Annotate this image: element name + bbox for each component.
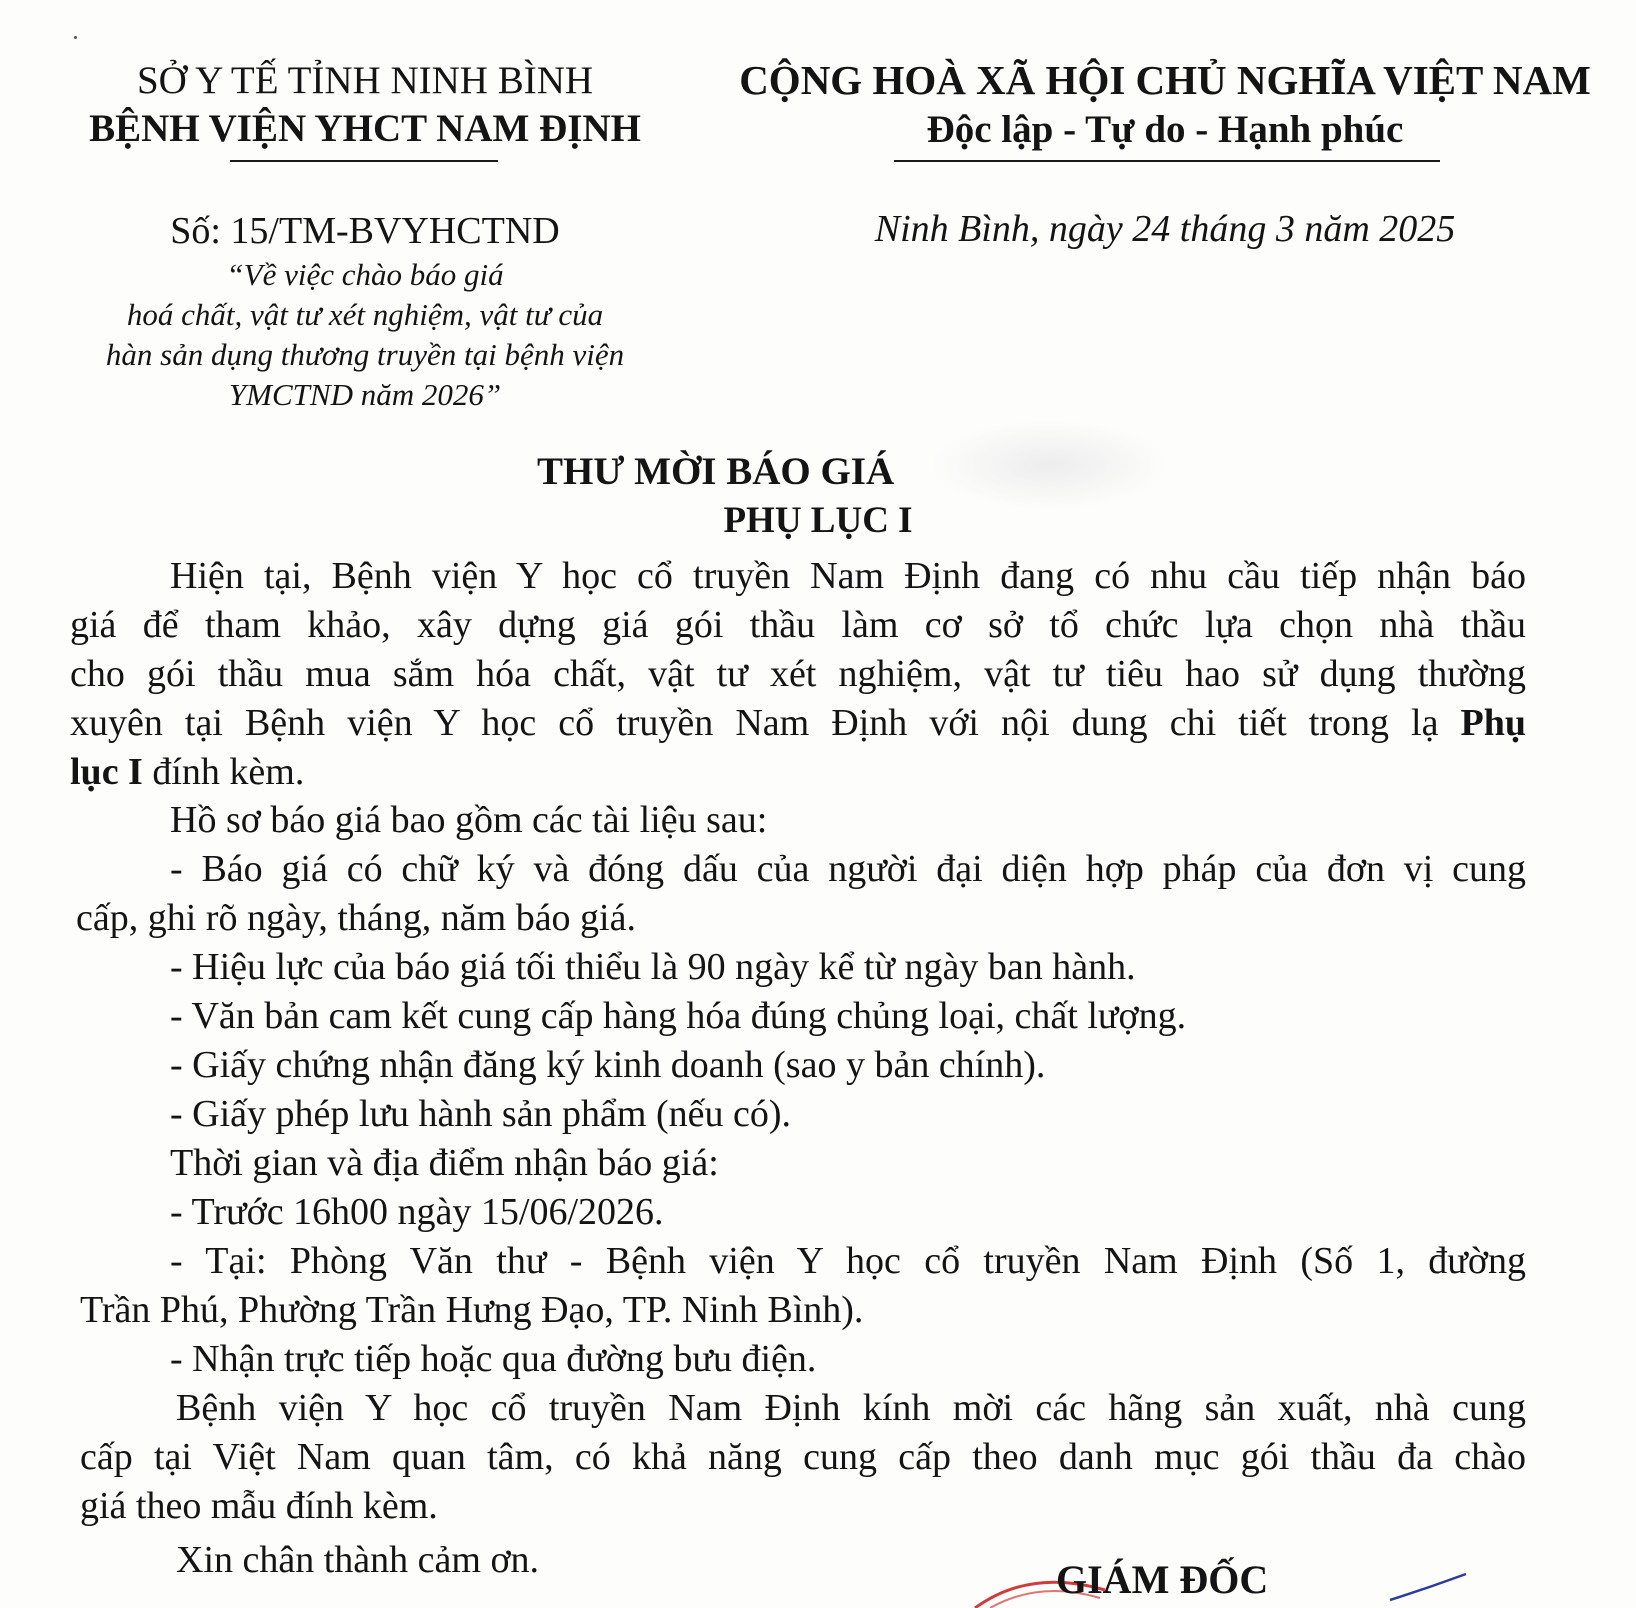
subject-line-3: hàn sản dụng thương truyền tại bệnh viện [105,337,625,372]
invite-line-3: giá theo mẫu đính kèm. [80,1485,438,1527]
document-number: Số: 15/TM-BVYHCTND [170,210,560,252]
docs-heading: Hồ sơ báo giá bao gồm các tài liệu sau: [170,799,768,841]
motto-underline [894,160,1440,162]
dept-name: SỞ Y TẾ TỈNH NINH BÌNH [136,59,594,102]
hospital-name: BỆNH VIỆN YHCT NAM ĐỊNH [89,107,641,150]
motto: Độc lập - Tự do - Hạnh phúc [926,108,1404,151]
time-item-2-cont: Trần Phú, Phường Trần Hưng Đạo, TP. Ninh Bình). [80,1289,864,1331]
appendix-ref-2: lục I [70,751,143,793]
place-date: Ninh Bình, ngày 24 tháng 3 năm 2025 [874,208,1456,250]
intro-line-5-text: đính kèm. [152,751,305,793]
pen-stroke [1388,1570,1468,1602]
thanks: Xin chân thành cảm ơn. [176,1539,540,1581]
subject-line-1: “Về việc chào báo giá [226,257,504,292]
invite-line-1: Bệnh viện Y học cổ truyền Nam Định kính mời các hãng sản xuất, nhà cung [176,1387,1526,1429]
intro-line-3: cho gói thầu mua sắm hóa chất, vật tư xét nghiệm, vật tư tiêu hao sử dụng thường [70,653,1526,695]
time-item-3: - Nhận trực tiếp hoặc qua đường bưu điện. [170,1338,817,1380]
invite-line-2: cấp tại Việt Nam quan tâm, có khả năng cung cấp theo danh mục gói thầu đa chào [80,1436,1526,1478]
docs-item-5: - Giấy phép lưu hành sản phẩm (nếu có). [170,1093,792,1135]
docs-item-3: - Văn bản cam kết cung cấp hàng hóa đúng chủng loại, chất lượng. [170,995,1187,1037]
time-item-1: - Trước 16h00 ngày 15/06/2026. [170,1191,664,1233]
smudge [930,420,1170,510]
intro-line-4-text: xuyên tại Bệnh viện Y học cổ truyền Nam Định với nội dung chi tiết trong lạ [70,702,1439,744]
intro-line-2: giá để tham khảo, xây dựng giá gói thầu làm cơ sở tổ chức lựa chọn nhà thầu [70,604,1526,646]
subject-line-4: YMCTND năm 2026” [228,377,502,412]
docs-item-1: - Báo giá có chữ ký và đóng dấu của người đại diện hợp pháp của đơn vị cung [170,848,1526,890]
appendix-ref-1: Phụ [1460,702,1527,744]
subject-line-2: hoá chất, vật tư xét nghiệm, vật tư của [126,297,604,332]
scan-speck [74,36,77,39]
docs-item-2: - Hiệu lực của báo giá tối thiểu là 90 ngày kể từ ngày ban hành. [170,946,1136,988]
intro-line-5 [70,748,1526,796]
intro-line-4 [70,699,1526,747]
docs-item-1-cont: cấp, ghi rõ ngày, tháng, năm báo giá. [76,897,636,939]
time-item-2: - Tại: Phòng Văn thư - Bệnh viện Y học cổ truyền Nam Định (Số 1, đường [170,1240,1526,1282]
nation-name: CỘNG HOÀ XÃ HỘI CHỦ NGHĨA VIỆT NAM [739,57,1591,103]
intro-line-1: Hiện tại, Bệnh viện Y học cổ truyền Nam Định đang có nhu cầu tiếp nhận báo [170,555,1526,597]
hospital-underline [230,160,498,162]
docs-item-4: - Giấy chứng nhận đăng ký kinh doanh (sao y bản chính). [170,1044,1046,1086]
director-title: GIÁM ĐỐC [1056,1557,1269,1602]
letter-title: THƯ MỜI BÁO GIÁ [537,450,895,493]
time-heading: Thời gian và địa điểm nhận báo giá: [170,1142,719,1184]
appendix-title: PHỤ LỤC I [723,500,913,541]
